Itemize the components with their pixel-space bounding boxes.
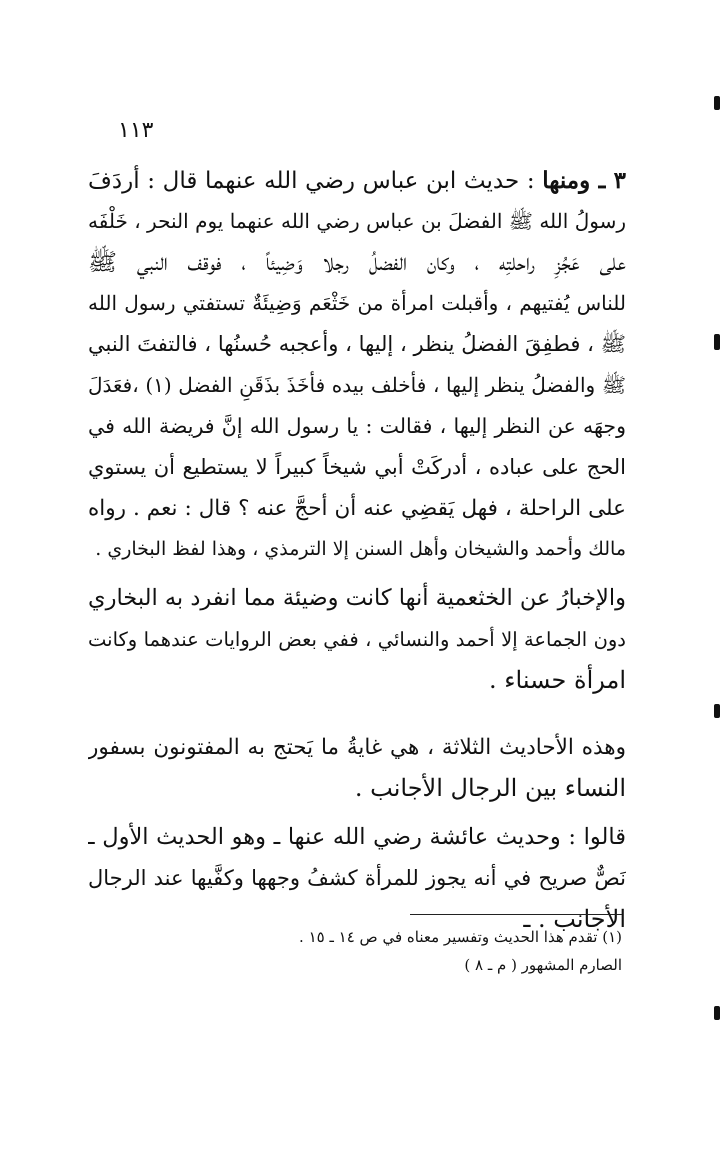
text-line: على عَجُزِ راحلتِه ، وكان الفضلُ رجلا وَضِيئاً ، فوقف النبي ﷺ bbox=[88, 248, 626, 276]
text-line: ﷺ والفضلُ ينظر إليها ، فأخلف بيده فأخَذَ بذَقَنِ الفضل (١) ،فعَدَلَ bbox=[88, 373, 626, 397]
paragraph-gap bbox=[88, 809, 626, 817]
scan-edge-mark bbox=[714, 1006, 720, 1020]
section-lead: ٣ ـ ومنها bbox=[542, 167, 626, 194]
printer-signature: الصارم المشهور ( م ـ ٨ ) bbox=[464, 956, 622, 974]
text-line: للناس يُفتيهم ، وأقبلت امرأة من خَثْعَم وَضِيئَةٌ تستفتي رسول الله bbox=[88, 291, 626, 315]
text-line bbox=[88, 160, 626, 201]
paragraph-gap bbox=[88, 701, 626, 727]
scan-edge-mark bbox=[714, 96, 720, 110]
paragraph-hadith-ibn-abbas bbox=[88, 160, 626, 570]
main-text bbox=[88, 160, 626, 940]
text-line: الحج على عباده ، أدركَتْ أبي شيخاً كبيراً لا يستطيع أن يستوي bbox=[88, 455, 626, 479]
text-line: والإخبارُ عن الخثعمية أنها كانت وضيئة مما انفرد به البخاري bbox=[88, 585, 626, 611]
text-line: وجهَه عن النظر إليها ، فقالت : يا رسول الله إنَّ فريضة الله في bbox=[88, 414, 626, 438]
paragraph-gap bbox=[88, 570, 626, 578]
paragraph-khathamiyya bbox=[88, 578, 626, 701]
scan-edge-mark bbox=[714, 334, 720, 350]
text-line: نَصٌّ صريح في أنه يجوز للمرأة كشفُ وجهها وكفَّيها عند الرجال bbox=[88, 866, 626, 890]
text-line: النساء بين الرجال الأجانب . bbox=[354, 774, 626, 802]
footnote-divider bbox=[410, 914, 622, 915]
text-line: دون الجماعة إلا أحمد والنسائي ، ففي بعض الروايات عندهما وكانت bbox=[88, 628, 626, 651]
page-number: ١١٣ bbox=[118, 118, 154, 143]
text-line: ﷺ ، فطفِقَ الفضلُ ينظر ، إليها ، وأعجبه حُسنُها ، فالتفتَ النبي bbox=[88, 332, 626, 356]
scan-edge-mark bbox=[714, 704, 720, 718]
text-line: الأجانب . ـ bbox=[523, 905, 626, 933]
footnote: (١) تقدم هذا الحديث وتفسير معناه في ص ١٤ ـ ١٥ . bbox=[299, 928, 622, 946]
paragraph-aisha-hadith bbox=[88, 817, 626, 940]
line-text: : حديث ابن عباس رضي الله عنهما قال : أردَفَ bbox=[88, 168, 543, 194]
text-line: امرأة حسناء . bbox=[489, 666, 626, 694]
text-line: على الراحلة ، فهل يَقضِي عنه أن أحجَّ عنه ؟ قال : نعم . رواه bbox=[88, 496, 626, 521]
paragraph-three-hadiths bbox=[88, 727, 626, 809]
text-line: رسولُ الله ﷺ الفضلَ بن عباس رضي الله عنهما يوم النحر ، خَلْفَه bbox=[88, 209, 626, 233]
text-line: وهذه الأحاديث الثلاثة ، هي غايةُ ما يَحتج به المفتونون بسفور bbox=[88, 735, 626, 760]
text-line: قالوا : وحديث عائشة رضي الله عنها ـ وهو الحديث الأول ـ bbox=[88, 824, 626, 850]
text-line: مالك وأحمد والشيخان وأهل السنن إلا الترمذي ، وهذا لفظ البخاري . bbox=[95, 538, 626, 560]
